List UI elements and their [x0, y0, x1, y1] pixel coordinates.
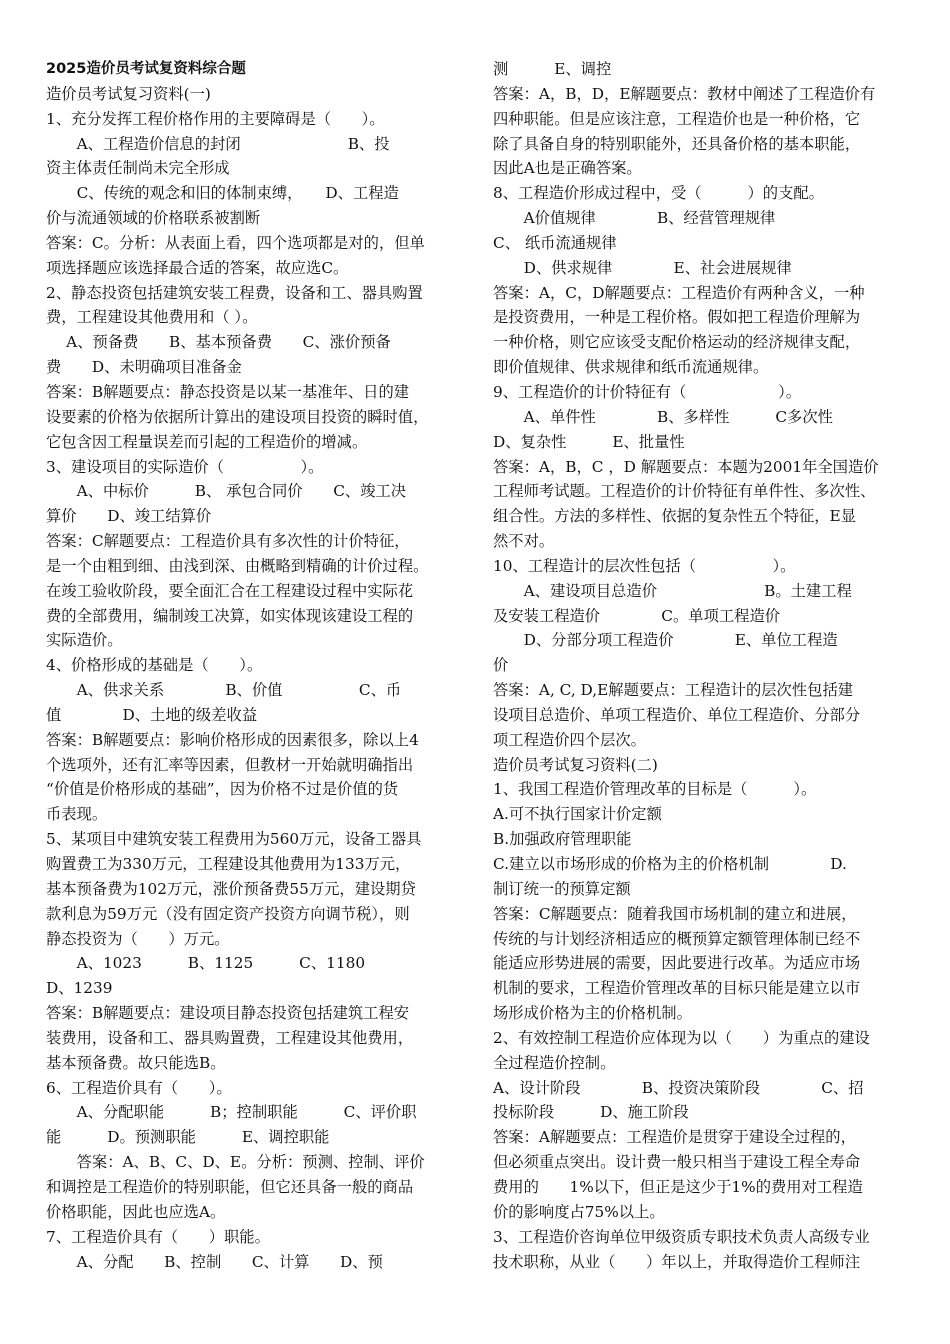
right-column-line: 能适应形势进展的需要，因此要进行改革。为适应市场 [493, 954, 861, 973]
left-column-line: 算价 D、竣工结算价 [46, 507, 212, 526]
left-column-line: 值 D、土地的级差收益 [46, 705, 258, 724]
right-column-line: 技术职称，从业（ ）年以上，并取得造价工程师注 [493, 1252, 861, 1271]
right-column-line: 场形成价格为主的价格机制。 [493, 1004, 692, 1023]
right-column-line: A、建设项目总造价 B。土建工程 [493, 581, 852, 600]
left-column-line: A、分配职能 B；控制职能 C、评价职 [46, 1103, 417, 1122]
right-column-line: 2、有效控制工程造价应体现为以（ ）为重点的建设 [493, 1028, 870, 1047]
left-column-line: A、供求关系 B、价值 C、币 [46, 681, 402, 700]
left-column-line: D、1239 [46, 979, 113, 998]
left-column [46, 57, 466, 1274]
left-column-line: A、工程造价信息的封闭 B、投 [46, 134, 390, 153]
right-column-line: 除了具备自身的特别职能外，还具备价格的基本职能， [493, 134, 861, 153]
left-column-line: 项选择题应该选择最合适的答案，故应选C。 [46, 258, 349, 277]
left-column-line: 个选项外，还有汇率等因素，但教材一开始就明确指出 [46, 755, 414, 774]
left-column-line: 基本预备费为102万元，涨价预备费55万元，建设期贷 [46, 879, 416, 898]
right-column-line: 答案：A，B，C ，D 解题要点：本题为2001年全国造价 [493, 457, 879, 476]
left-column-line: A、预备费 B、基本预备费 C、涨价预备 [46, 333, 391, 352]
right-column-line: 因此A也是正确答案。 [493, 159, 642, 178]
right-column-line: 即价值规律、供求规律和纸币流通规律。 [493, 358, 769, 377]
right-column-line: 8、工程造价形成过程中，受（ ）的支配。 [493, 184, 824, 203]
left-column-line: 费 D、未明确项目准备金 [46, 358, 242, 377]
left-column-line: C、传统的观念和旧的体制束缚， D、工程造 [46, 184, 399, 203]
right-column-line: 但必须重点突出。设计费一般只相当于建设工程全寿命 [493, 1153, 861, 1172]
right-column-line: 四种职能。但是应该注意，工程造价也是一种价格，它 [493, 109, 861, 128]
right-column-line: D、供求规律 E、社会进展规律 [493, 258, 792, 277]
right-column-line: 及安装工程造价 C。单项工程造价 [493, 606, 781, 625]
right-column-line: C、 纸币流通规律 [493, 233, 617, 252]
left-column-line: 4、价格形成的基础是（ ）。 [46, 656, 263, 675]
right-column-line: 组合性。方法的多样性、依据的复杂性五个特征，E显 [493, 507, 856, 526]
document-title: 2025造价员考试复资料综合题 [46, 61, 246, 77]
right-column-line: D、复杂性 E、批量性 [493, 432, 685, 451]
left-column-line: 在竣工验收阶段，要全面汇合在工程建设过程中实际花 [46, 581, 414, 600]
right-column-line: 价 [493, 656, 509, 675]
left-column-line: 6、工程造价具有（ ）。 [46, 1078, 232, 1097]
right-column-line: 造价员考试复习资料(二) [493, 755, 658, 774]
right-column-line: A、设计阶段 B、投资决策阶段 C、招 [493, 1078, 864, 1097]
right-column-line: 一种价格，则它应该受支配价格运动的经济规律支配， [493, 333, 861, 352]
left-column-line: 款利息为59万元（没有固定资产投资方向调节税），则 [46, 904, 410, 923]
right-column-line: 机制的要求，工程造价管理改革的目标只能是建立以市 [493, 979, 861, 998]
right-column-line: 答案：A，C，D解题要点：工程造价有两种含义，一种 [493, 283, 865, 302]
left-column-line: 答案：B解题要点：静态投资是以某一基准年、日的建 [46, 382, 410, 401]
left-column-line: 3、建设项目的实际造价（ ）。 [46, 457, 324, 476]
right-column-line: 3、工程造价咨询单位甲级资质专职技术负责人高级专业 [493, 1227, 870, 1246]
left-column-line: 5、某项目中建筑安装工程费用为560万元，设备工器具 [46, 830, 422, 849]
right-column-line: 设项目总造价、单项工程造价、单位工程造价、分部分 [493, 705, 861, 724]
left-column-line: 静态投资为（ ）万元。 [46, 929, 230, 948]
left-column-line: 费，工程建设其他费用和（ ）。 [46, 308, 258, 327]
right-column-line: 传统的与计划经济相适应的概预算定额管理体制已经不 [493, 929, 861, 948]
left-column-line: A、分配 B、控制 C、计算 D、预 [46, 1252, 383, 1271]
left-column-line: “价值是价格形成的基础”，因为价格不过是价值的货 [46, 780, 399, 799]
left-column-line: 是一个由粗到细、由浅到深、由概略到精确的计价过程。 [46, 556, 429, 575]
right-column-line: 答案：A, C, D,E解题要点：工程造计的层次性包括建 [493, 681, 854, 700]
left-column-line: 和调控是工程造价的特别职能，但它还具备一般的商品 [46, 1177, 414, 1196]
left-column-line: 装费用，设备和工、器具购置费，工程建设其他费用， [46, 1028, 414, 1047]
right-column-line: 价的影响度占75%以上。 [493, 1202, 665, 1221]
right-column-line: 答案：A，B，D，E解题要点：教材中阐述了工程造价有 [493, 84, 876, 103]
right-column-line: 项工程造价四个层次。 [493, 730, 646, 749]
left-column-line: 答案：A、B、C、D、E。分析：预测、控制、评价 [46, 1153, 425, 1172]
left-column-line: 基本预备费。故只能选B。 [46, 1053, 226, 1072]
right-column-line: 工程师考试题。工程造价的计价特征有单件性、多次性、 [493, 482, 876, 501]
left-column-line: 答案：B解题要点：建设项目静态投资包括建筑工程安 [46, 1004, 410, 1023]
left-column-line: 答案：C。分析：从表面上看，四个选项都是对的，但单 [46, 233, 425, 252]
left-column-line: A、1023 B、1125 C、1180 [46, 954, 366, 973]
right-column-line: A价值规律 B、经营管理规律 [493, 209, 776, 228]
right-column-line: 是投资费用，一种是工程价格。假如把工程造价理解为 [493, 308, 861, 327]
right-column-line: 全过程造价控制。 [493, 1053, 616, 1072]
right-column-line: 费用的 1%以下，但正是这少于1%的费用对工程造 [493, 1177, 863, 1196]
right-column-line: B.加强政府管理职能 [493, 830, 632, 849]
right-column-line: 10、工程造计的层次性包括（ ）。 [493, 556, 796, 575]
left-column-line: A、中标价 B、 承包合同价 C、竣工决 [46, 482, 407, 501]
right-column-line: 投标阶段 D、施工阶段 [493, 1103, 689, 1122]
right-column-line: C.建立以市场形成的价格为主的价格机制 D. [493, 855, 847, 873]
right-column-line: A.可不执行国家计价定额 [493, 805, 662, 824]
left-column-line: 答案：C解题要点：工程造价具有多次性的计价特征， [46, 532, 410, 551]
left-column-line: 费的全部费用，编制竣工决算，如实体现该建设工程的 [46, 606, 414, 625]
right-column-line: 然不对。 [493, 532, 555, 551]
right-column-line: 答案：A解题要点：工程造价是贯穿于建设全过程的， [493, 1128, 856, 1147]
left-column-line: 资主体责任制尚未完全形成 [46, 159, 230, 178]
right-column-line: D、分部分项工程造价 E、单位工程造 [493, 631, 838, 650]
right-column-line: A、单件性 B、多样性 C多次性 [493, 407, 833, 426]
right-column-line: 答案：C解题要点：随着我国市场机制的建立和进展， [493, 904, 857, 923]
left-column-line: 7、工程造价具有（ ）职能。 [46, 1227, 270, 1246]
left-column-line: 价与流通领域的价格联系被割断 [46, 209, 261, 228]
left-column-line: 答案：B解题要点：影响价格形成的因素很多，除以上4 [46, 730, 419, 749]
left-column-line: 购置费工为330万元，工程建设其他费用为133万元， [46, 855, 411, 873]
left-column-line: 能 D。预测职能 E、调控职能 [46, 1128, 330, 1147]
right-column-line: 9、工程造价的计价特征有（ ）。 [493, 382, 802, 401]
right-column-line: 1、我国工程造价管理改革的目标是（ ）。 [493, 780, 817, 799]
left-column-line: 设要素的价格为依据所计算出的建设项目投资的瞬时值， [46, 407, 429, 426]
left-column-line: 造价员考试复习资料(一) [46, 84, 211, 103]
left-column-line: 它包含因工程量误差而引起的工程造价的增减。 [46, 432, 368, 451]
right-column [493, 57, 913, 1274]
right-column-line: 制订统一的预算定额 [493, 879, 631, 898]
left-column-line: 价格职能，因此也应选A。 [46, 1202, 226, 1221]
left-column-line: 实际造价。 [46, 631, 123, 650]
left-column-line: 1、充分发挥工程价格作用的主要障碍是（ ）。 [46, 109, 385, 128]
right-column-line: 测 E、调控 [493, 60, 612, 78]
left-column-line: 2、静态投资包括建筑安装工程费，设备和工、器具购置 [46, 283, 423, 302]
left-column-line: 币表现。 [46, 805, 108, 824]
